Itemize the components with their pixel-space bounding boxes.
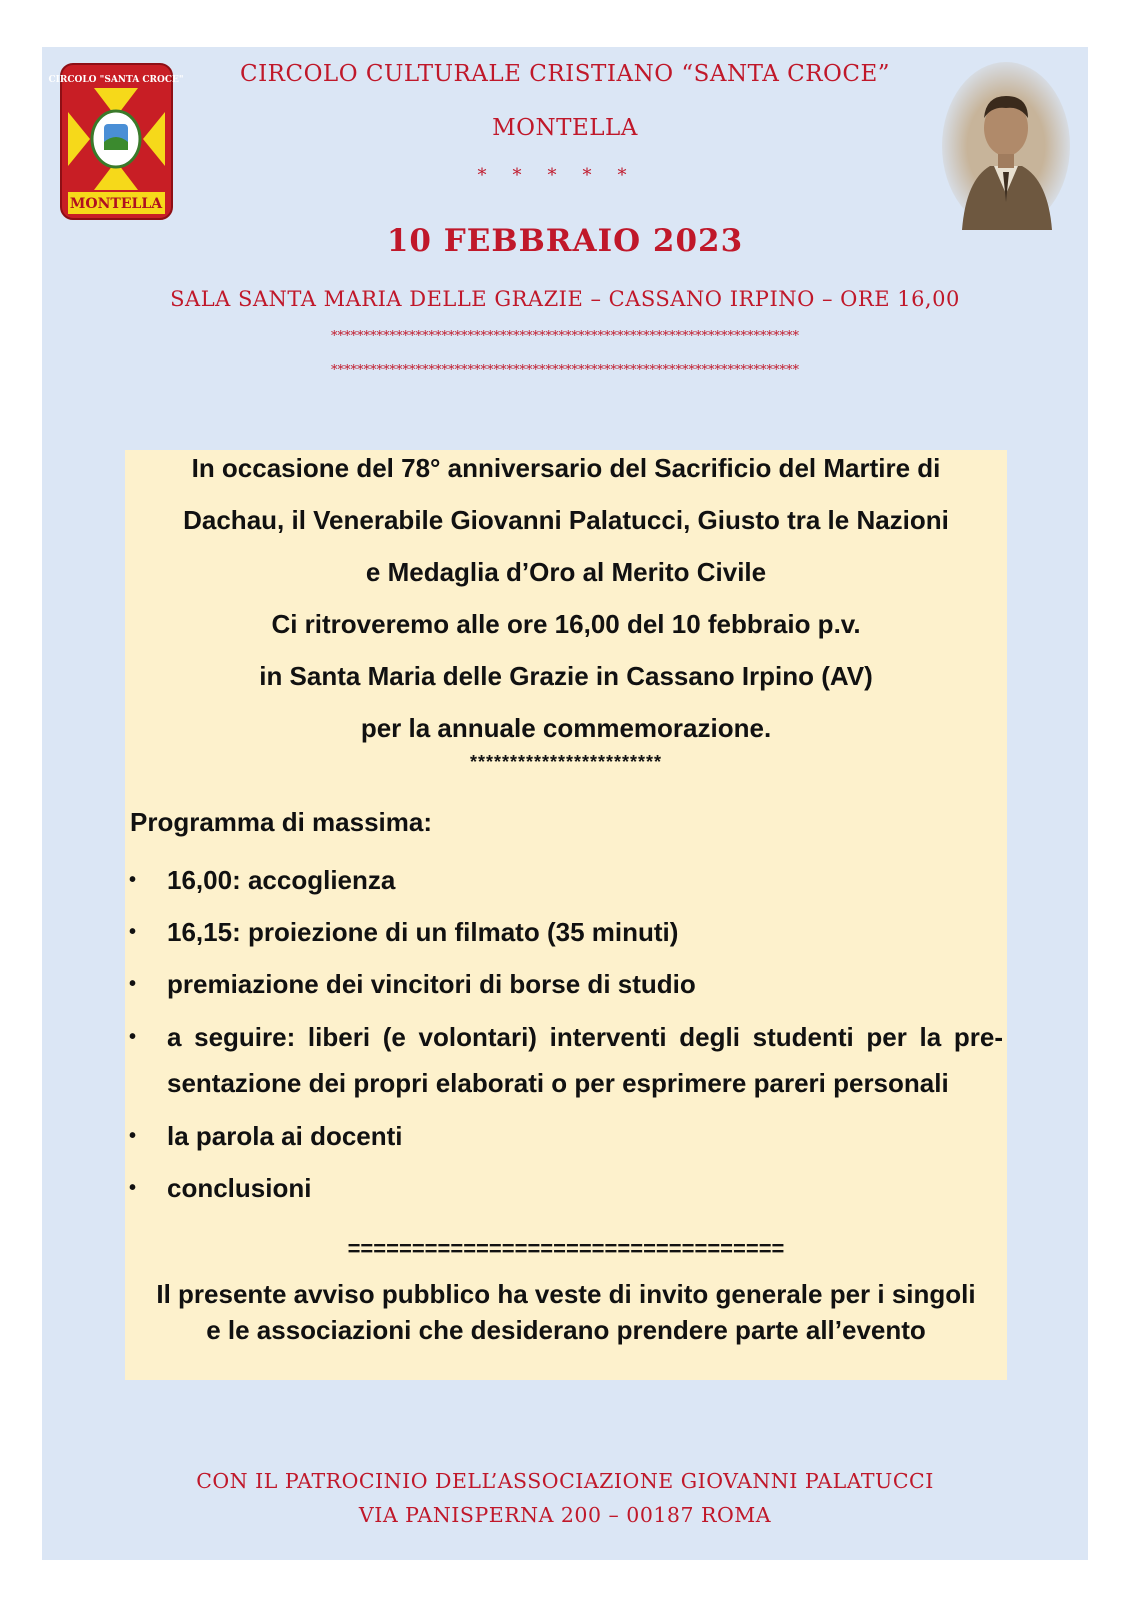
- bullet-icon: •: [129, 1177, 137, 1199]
- list-item: [125, 1014, 1007, 1106]
- announcement-card: [125, 450, 1007, 1380]
- intro-line: Dachau, il Venerabile Giovanni Palatucci, Giusto tra le Nazioni: [183, 505, 949, 535]
- star-divider: *****: [477, 165, 653, 186]
- org-name: CIRCOLO CULTURALE CRISTIANO “SANTA CROCE”: [239, 61, 891, 87]
- event-date: 10 FEBBRAIO 2023: [386, 223, 744, 259]
- closing-line: Il presente avviso pubblico ha veste di invito generale per i singoli: [156, 1279, 976, 1309]
- bullet-icon: •: [129, 973, 137, 995]
- intro-line: e Medaglia d’Oro al Merito Civile: [365, 557, 767, 587]
- list-item: [125, 1166, 1007, 1210]
- bullet-icon: •: [129, 1125, 137, 1147]
- portrait-photo: [942, 62, 1070, 230]
- intro-text: [125, 442, 1007, 754]
- list-item-text: premiazione dei vincitori di borse di studio: [167, 969, 696, 999]
- list-item-text: conclusioni: [167, 1173, 312, 1203]
- event-venue: SALA SANTA MARIA DELLE GRAZIE – CASSANO IRPINO – ORE 16,00: [170, 287, 960, 311]
- intro-line: In occasione del 78° anniversario del Sacrificio del Martire di: [191, 453, 941, 483]
- intro-line: in Santa Maria delle Grazie in Cassano Irpino (AV): [259, 661, 873, 691]
- list-item-text: 16,15: proiezione di un filmato (35 minuti): [167, 917, 679, 947]
- list-item: [125, 962, 1007, 1006]
- town-name: MONTELLA: [492, 115, 638, 141]
- list-item-text: 16,00: accoglienza: [167, 865, 396, 895]
- asterisk-rule-2: ************************************************************************: [331, 363, 799, 378]
- logo-top-text: CIRCOLO "SANTA CROCE": [48, 75, 184, 85]
- list-item-text: a seguire: liberi (e volontari) interventi degli studenti per la pre-sentazione dei propri elaborati o per esprimere pareri personali: [167, 1022, 1003, 1098]
- asterisk-rule-1: ************************************************************************: [331, 329, 799, 344]
- list-item: [125, 910, 1007, 954]
- bullet-icon: •: [129, 869, 137, 891]
- bullet-icon: •: [129, 1026, 137, 1048]
- program-list: [125, 858, 1007, 1218]
- program-title: Programma di massima:: [130, 807, 433, 837]
- list-item: [125, 858, 1007, 902]
- bullet-icon: •: [129, 921, 137, 943]
- list-item: [125, 1114, 1007, 1158]
- intro-line: Ci ritroveremo alle ore 16,00 del 10 febbraio p.v.: [271, 609, 861, 639]
- closing-text: [125, 1276, 1007, 1348]
- closing-line: e le associazioni che desiderano prendere parte all’evento: [206, 1315, 926, 1345]
- equals-separator: ==================================: [347, 1236, 785, 1261]
- patronage-line: CON IL PATROCINIO DELL’ASSOCIAZIONE GIOVANNI PALATUCCI: [196, 1469, 934, 1493]
- intro-line: per la annuale commemorazione.: [360, 713, 772, 743]
- card-star-divider: ************************: [469, 752, 663, 772]
- logo-bottom-text: MONTELLA: [69, 196, 163, 212]
- list-item-text: la parola ai docenti: [167, 1121, 403, 1151]
- address-line: VIA PANISPERNA 200 – 00187 ROMA: [358, 1503, 772, 1527]
